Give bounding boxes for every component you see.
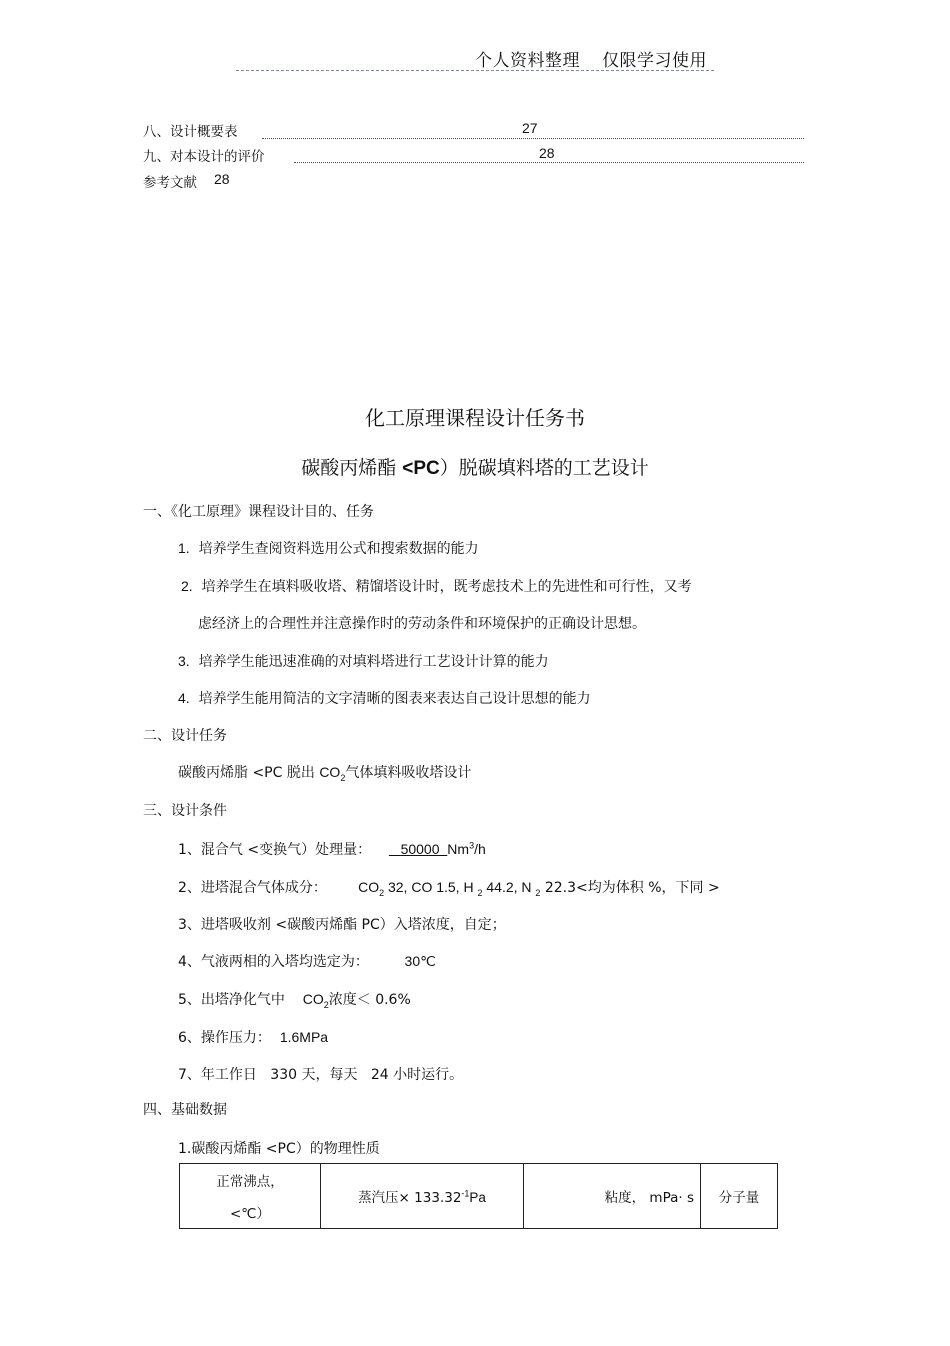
unit-text: Nm xyxy=(447,841,470,857)
list-item xyxy=(178,651,549,671)
value-text: 330 天，每天 xyxy=(270,1067,358,1083)
toc-item-page: 27 xyxy=(522,120,538,136)
section-heading: 二、设计任务 xyxy=(143,728,227,744)
value-text: 24 小时运行。 xyxy=(370,1067,464,1083)
list-number: 4. xyxy=(178,690,190,706)
header-text: <℃） xyxy=(230,1206,270,1222)
subscript: 2 xyxy=(340,772,346,783)
subtitle-bold-part: <PC xyxy=(402,458,440,479)
formula: CO xyxy=(358,879,380,895)
condition-4 xyxy=(178,951,436,971)
list-text: 培养学生能用简洁的文字清晰的图表来表达自己设计思想的能力 xyxy=(198,691,591,707)
condition-1 xyxy=(178,839,486,859)
unit-text: /h xyxy=(474,841,486,857)
list-text: 培养学生查阅资料选用公式和搜索数据的能力 xyxy=(198,541,479,557)
condition-value xyxy=(389,841,447,857)
task-part: 脱出 xyxy=(282,765,320,781)
condition-label: 7、年工作日 xyxy=(178,1067,257,1083)
document-title: 化工原理课程设计任务书 xyxy=(365,406,585,430)
subscript: 2 xyxy=(477,887,483,898)
toc-dot-leader xyxy=(294,162,804,163)
toc-item-label[interactable]: 八、设计概要表 xyxy=(143,124,238,140)
toc-item-label[interactable]: 九、对本设计的评价 xyxy=(143,149,265,165)
header-text: 粘度， mPa· s xyxy=(604,1190,694,1206)
header-text: Pa xyxy=(469,1190,486,1205)
page-header xyxy=(475,46,707,71)
subscript: 2 xyxy=(379,887,385,898)
condition-label: 2、进塔混合气体成分： xyxy=(178,880,327,896)
section-heading: 一、《化工原理》课程设计目的、任务 xyxy=(143,504,374,520)
list-number: 1. xyxy=(178,540,190,556)
formula: CO xyxy=(302,991,324,1007)
design-task-text xyxy=(178,762,471,783)
header-right: 仅限学习使用 xyxy=(602,51,707,71)
value-text: 50000 xyxy=(400,841,440,857)
table-header-cell xyxy=(180,1164,321,1229)
header-text: 正常沸点， xyxy=(216,1174,284,1190)
subscript: 2 xyxy=(535,887,541,898)
condition-5 xyxy=(178,989,411,1010)
condition-label: 1、混合气 <变换气）处理量： xyxy=(178,842,372,858)
list-item xyxy=(178,538,479,558)
value-text: 1.6MPa xyxy=(279,1029,329,1045)
list-item xyxy=(178,688,591,708)
condition-label: 4、气液两相的入塔均选定为： xyxy=(178,954,369,970)
header-text: 蒸汽压× 133.32 xyxy=(358,1190,462,1206)
value-text: 32, CO 1.5, H xyxy=(384,879,478,895)
superscript: -1 xyxy=(461,1188,470,1199)
task-part: 碳酸丙烯脂 <PC xyxy=(178,765,283,781)
toc-dot-leader xyxy=(262,138,804,139)
value-text: 22.3<均为体积 %，下同 > xyxy=(540,880,720,896)
section-heading: 三、设计条件 xyxy=(143,803,227,819)
task-part: 气体填料吸收塔设计 xyxy=(345,765,472,781)
toc-item-label[interactable]: 参考文献 xyxy=(143,175,197,191)
condition-7 xyxy=(178,1064,463,1084)
superscript: 3 xyxy=(469,840,475,851)
condition-2 xyxy=(178,877,720,898)
list-number: 2. xyxy=(181,578,193,594)
table-header-cell xyxy=(701,1164,778,1229)
section-heading: 四、基础数据 xyxy=(143,1102,227,1118)
value-text: 30℃ xyxy=(404,953,436,969)
subsection-heading: 1.碳酸丙烯酯 <PC）的物理性质 xyxy=(178,1141,380,1157)
table-header-cell xyxy=(524,1164,701,1229)
value-text: 浓度＜ 0.6% xyxy=(328,992,411,1008)
condition-label: 5、出塔净化气中 xyxy=(178,992,285,1008)
value-text: 44.2, N xyxy=(482,879,536,895)
list-item-continuation: 虑经济上的合理性并注意操作时的劳动条件和环境保护的正确设计思想。 xyxy=(198,616,646,632)
subtitle-part: 碳酸丙烯酯 xyxy=(301,457,403,479)
subscript: 2 xyxy=(323,999,329,1010)
table-header-cell xyxy=(321,1164,524,1229)
condition-6 xyxy=(178,1027,328,1047)
list-text: 培养学生能迅速准确的对填料塔进行工艺设计计算的能力 xyxy=(198,654,549,670)
subtitle-part: ）脱碳填料塔的工艺设计 xyxy=(439,457,649,479)
document-subtitle xyxy=(0,453,950,480)
toc-item-page: 28 xyxy=(539,145,555,161)
header-divider xyxy=(236,70,714,71)
table-row xyxy=(180,1164,778,1229)
list-text: 培养学生在填料吸收塔、精馏塔设计时，既考虑技术上的先进性和可行性，又考 xyxy=(201,579,692,595)
header-text: 分子量 xyxy=(718,1190,760,1206)
header-left: 个人资料整理 xyxy=(475,51,580,71)
condition-3: 3、进塔吸收剂 <碳酸丙烯酯 PC）入塔浓度，自定； xyxy=(178,917,506,933)
properties-table xyxy=(179,1163,778,1229)
toc-item-page: 28 xyxy=(214,171,230,187)
list-number: 3. xyxy=(178,653,190,669)
task-part: CO xyxy=(319,764,341,780)
condition-label: 6、操作压力： xyxy=(178,1030,271,1046)
list-item xyxy=(181,576,692,596)
